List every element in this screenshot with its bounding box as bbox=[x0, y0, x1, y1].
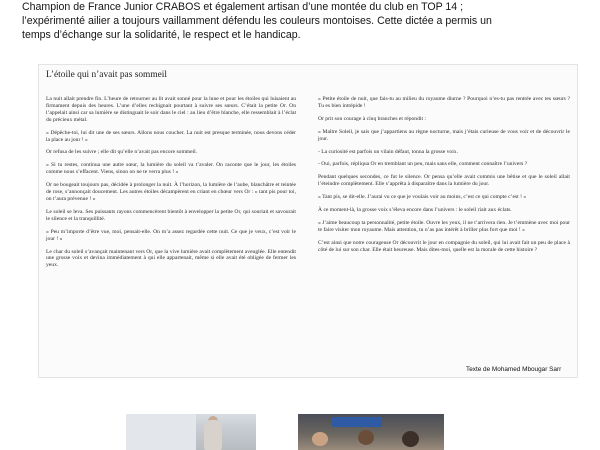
intro-line: temps d’échange sur la solidarité, le respect et le handicap. bbox=[22, 29, 301, 42]
photo-wall bbox=[126, 414, 196, 450]
story-paragraph: - La curiosité est parfois un vilain défaut, tonna la grosse voix. bbox=[318, 148, 458, 155]
story-paragraph: Or ne bougeait toujours pas, décidée à prolonger la nuit. À l’horizon, la lumière de l’aube, blanchâtre et teintée de rose, s’annonçait doucement. Les autres étoiles décampèrent en criant en chœur vers Or : « tant pis pour toi, on t’aura prévenue ! » bbox=[46, 182, 296, 202]
story-attribution: Texte de Mohamed Mbougar Sarr bbox=[466, 366, 562, 373]
story-paragraph: « Petite étoile de nuit, que fais-tu au milieu du royaume diurne ? Pourquoi n’es-tu pas rentrée avec tes sœurs ? Tu es bien intrépide ! bbox=[318, 96, 570, 109]
story-paragraph: « Dépêche-toi, lui dit une de ses sœurs. Allons nous coucher. La nuit est presque terminée, nous devons céder la place au jour ! » bbox=[46, 129, 296, 143]
story-paragraph: « Si tu restes, continua une autre sœur, la lumière du soleil va t’avaler. On raconte que le jour, les étoiles comme nous s’effacent. Viens, sinon on ne te verra plus ! » bbox=[46, 162, 296, 176]
story-paragraph: « J’aime beaucoup ta personnalité, petite étoile. Ouvre les yeux, il ne t’arrivera rien. Je t’emmène avec moi pour te faire visiter mon royaume. Mais attention, tu n’as pas intérêt à briller plus fort que moi ! » bbox=[318, 219, 570, 233]
classroom-photo-right bbox=[298, 414, 444, 450]
person-figure bbox=[204, 420, 222, 450]
intro-line: Champion de France Junior CRABOS et également artisan d’une montée du club en TOP 14 ; bbox=[22, 1, 464, 13]
story-paragraph: À ce moment-là, la grosse voix s’éleva encore dans l’univers : le soleil riait aux éclats. bbox=[318, 207, 512, 214]
story-paragraph: Le soleil se leva. Ses puissants rayons commencèrent bientôt à envelopper la petite Or, qui souriait et savourait le silence et la tranquillité. bbox=[46, 208, 296, 222]
story-paragraph: « Tant pis, se dit-elle. J’aurai vu ce que je voulais voir au moins, c’est ce qui compte c’est ! » bbox=[318, 194, 527, 201]
blue-banner bbox=[332, 417, 382, 427]
story-paragraph: Pendant quelques secondes, ce fut le silence. Or pensa qu’elle avait commis une bêtise et que le soleil allait l’éteindre complètement. Elle s’apprêta à disparaître dans la lumière du jour. bbox=[318, 174, 570, 188]
story-right-column bbox=[318, 96, 570, 260]
story-paragraph: C’est ainsi que notre courageuse Or découvrit le jour en compagnie du soleil, qui lui avait fait un peu de place à côté de lui sur son char. Elle était heureuse. Mais dites-moi, quelle est la morale de cette histoire ? bbox=[318, 239, 570, 253]
intro-line: l’expérimenté ailier a toujours vaillamment défendu les couleurs montoises. Cette dictée a permis un bbox=[22, 15, 492, 28]
intro-text bbox=[22, 0, 594, 43]
student-head bbox=[402, 431, 419, 447]
story-title: L’étoile qui n’avait pas sommeil bbox=[46, 70, 167, 80]
story-paragraph: La nuit allait prendre fin. L’heure de retourner au lit avait sonné pour la lune et pour les étoiles qui luisaient au firmament depuis des heures. L’une d’elles rechignait pourtant à suivre ses sœurs. C’était la petite Or. On l’appelait ainsi car sa lumière se distinguait le soir dans le ciel : au lieu d’être blanche, elle ressemblait à l’éclat du précieux métal. bbox=[46, 96, 296, 123]
story-paragraph: - Oui, parfois, répliqua Or en tremblant un peu, mais sans elle, comment connaître l’univers ? bbox=[318, 161, 528, 168]
story-paragraph: Le char du soleil s’avançait maintenant vers Or, que la vive lumière avait complètement aveuglée. Elle entendit une grosse voix et devina immédiatement à qui elle appartenait, même si elle avait été obligée de fermer les yeux. bbox=[46, 248, 296, 269]
story-paragraph: Or prit son courage à cinq branches et répondit : bbox=[318, 115, 426, 122]
story-paragraph: « Maître Soleil, je sais que j’appartiens au règne nocturne, mais j’étais curieuse de vous voir et de découvrir le jour. bbox=[318, 128, 570, 142]
student-head bbox=[358, 430, 374, 445]
classroom-photo-left bbox=[126, 414, 256, 450]
story-paragraph: Or refusa de les suivre ; elle dit qu’elle n’avait pas encore sommeil. bbox=[46, 149, 198, 156]
student-head bbox=[312, 432, 328, 446]
story-left-column bbox=[46, 96, 296, 275]
story-paragraph: « Peu m’importe d’être vue, moi, pensait-elle. On m’a assez regardée cette nuit. Ce que je veux, c’est voir le jour ! » bbox=[46, 228, 296, 242]
